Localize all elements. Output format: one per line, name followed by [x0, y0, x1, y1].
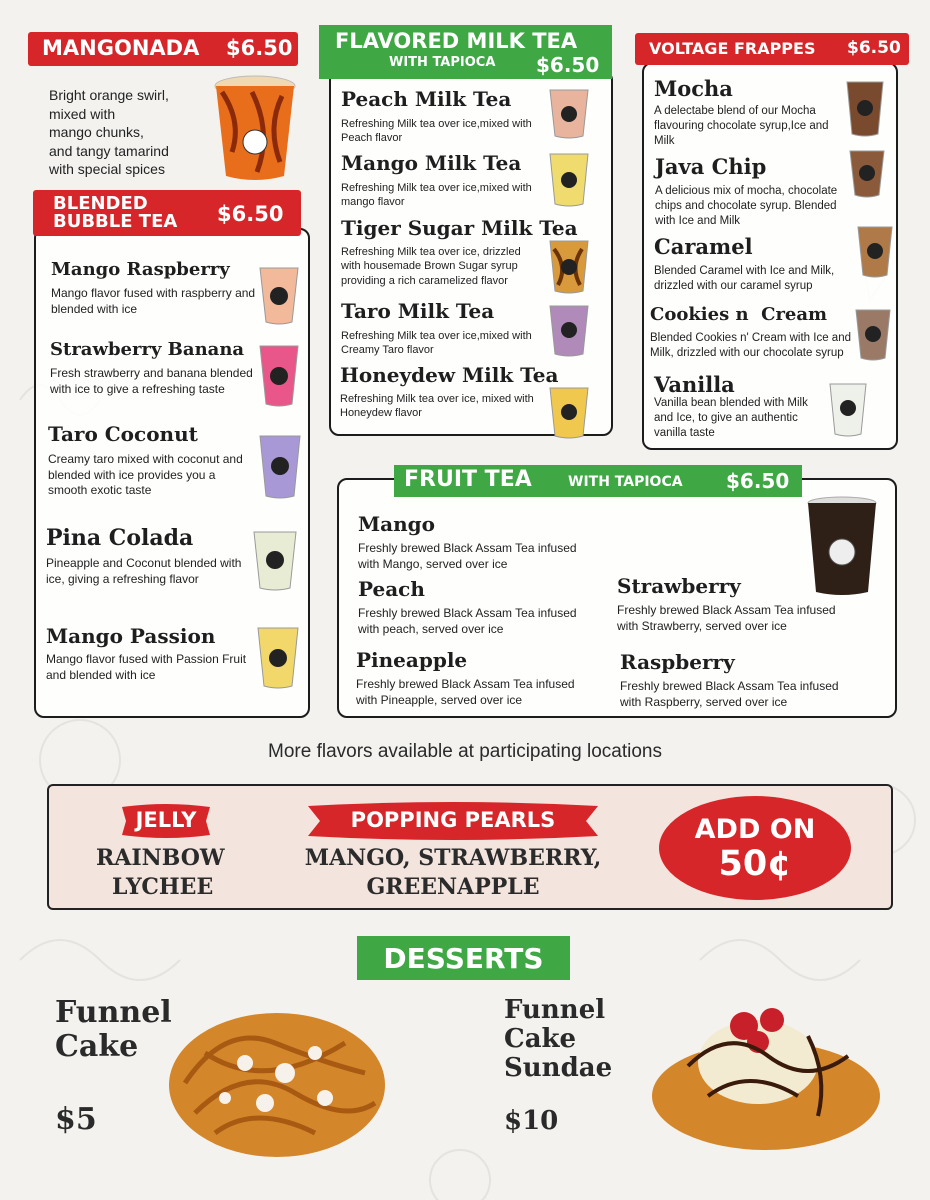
frappes-item-desc: A delicious mix of mocha, chocolate chips and chocolate syrup. Blended with Ice and Milk	[655, 185, 838, 227]
milk-tea-title: FLAVORED MILK TEA	[335, 29, 578, 53]
frappes-item-name: Mocha	[654, 76, 733, 101]
frappes-item-name: Cookies n Cream	[650, 304, 828, 325]
frappes-title: VOLTAGE FRAPPES	[649, 39, 816, 58]
funnel-cake-image	[165, 1003, 389, 1163]
milk-tea-price: $6.50	[536, 53, 600, 77]
milk-tea-item-desc: Refreshing Milk tea over ice, drizzled with housemade Brown Sugar syrup providing a rich caramelized flavor	[341, 246, 521, 287]
fruit-tea-item-name: Mango	[358, 512, 435, 536]
blended-item-name: Strawberry Banana	[50, 339, 245, 360]
milk-tea-item-name: Mango Milk Tea	[341, 151, 522, 175]
blended-item-desc: Mango flavor fused with raspberry and blended with ice	[51, 286, 256, 316]
milk-tea-item-desc: Refreshing Milk tea over ice,mixed with Peach flavor	[341, 118, 532, 145]
funnel-cake-name-line: Funnel	[55, 995, 172, 1030]
vanilla-cup-image	[828, 380, 868, 438]
fruit-tea-subtitle: WITH TAPIOCA	[568, 474, 683, 490]
fruit-tea-title: FRUIT TEA	[404, 467, 532, 492]
fruit-tea-item-name: Raspberry	[620, 650, 735, 674]
tiger-sugar-milk-tea-cup-image	[548, 237, 590, 295]
desserts-banner	[357, 936, 570, 980]
funnel-cake-sundae-name	[504, 996, 612, 1083]
taro-milk-tea-cup-image	[548, 302, 590, 358]
add-on-label: ADD ON	[694, 814, 816, 845]
frappes-price: $6.50	[847, 38, 901, 58]
taro-coconut-cup-image	[258, 432, 302, 500]
jelly-label: JELLY	[135, 808, 197, 832]
mangonada-desc-line: mango chunks,	[49, 124, 144, 140]
mangonada-cup-image	[212, 72, 298, 184]
funnel-cake-sundae-name-line: Cake	[504, 1024, 577, 1055]
blended-item-name: Mango Raspberry	[51, 259, 230, 280]
add-on-price-badge	[659, 796, 851, 900]
funnel-cake-price: $5	[55, 1102, 97, 1137]
desserts-title: DESSERTS	[383, 942, 544, 975]
mangonada-price: $6.50	[226, 36, 293, 60]
mangonada-desc-line: mixed with	[49, 105, 116, 122]
funnel-cake-sundae-name-line: Funnel	[504, 995, 606, 1025]
fruit-tea-item-name: Peach	[358, 577, 425, 601]
peach-milk-tea-cup-image	[548, 86, 590, 140]
fruit-tea-item-desc: Freshly brewed Black Assam Tea infused with peach, served over ice	[358, 606, 577, 636]
jelly-flavor-1: RAINBOW	[96, 845, 225, 871]
blended-title-line2: BUBBLE TEA	[53, 211, 178, 232]
fruit-tea-item-desc: Freshly brewed Black Assam Tea infused with Mango, served over ice	[358, 541, 577, 571]
milk-tea-item-name: Peach Milk Tea	[341, 87, 512, 111]
fruit-tea-item-name: Strawberry	[617, 574, 741, 598]
frappes-item-name: Java Chip	[655, 154, 767, 179]
blended-item-desc: Mango flavor fused with Passion Fruit and blended with ice	[46, 652, 247, 682]
funnel-cake-sundae-image	[648, 996, 884, 1154]
mangonada-desc-line: with special spices	[49, 161, 165, 177]
add-on-price: 50¢	[718, 844, 792, 884]
mocha-cup-image	[845, 78, 885, 138]
cookies-n-cream-cup-image	[854, 306, 892, 362]
mangonada-banner	[28, 32, 298, 66]
frappes-banner	[635, 33, 909, 65]
blended-item-desc: Creamy taro mixed with coconut and blended with ice provides you a smooth exotic taste	[48, 452, 243, 498]
blended-price: $6.50	[217, 202, 284, 226]
jelly-flavor-2: LYCHEE	[112, 874, 214, 900]
fruit-tea-item-name: Pineapple	[356, 648, 468, 672]
blended-item-name: Mango Passion	[46, 624, 216, 648]
frappes-item-desc: Blended Caramel with Ice and Milk, drizzled with our caramel syrup	[654, 265, 835, 292]
frappes-item-name: Vanilla	[654, 372, 735, 397]
mangonada-desc-line: Bright orange swirl,	[49, 87, 169, 103]
milk-tea-item-name: Taro Milk Tea	[341, 299, 495, 323]
fruit-tea-cup-image	[806, 496, 878, 598]
frappes-item-desc: Vanilla bean blended with Milk and Ice, to give an authentic vanilla taste	[654, 397, 808, 439]
milk-tea-item-desc: Refreshing Milk tea over ice,mixed with mango flavor	[341, 182, 532, 209]
blended-item-desc: Pineapple and Coconut blended with ice, giving a refreshing flavor	[46, 556, 242, 586]
mango-milk-tea-cup-image	[548, 150, 590, 208]
strawberry-banana-cup-image	[258, 342, 300, 408]
fruit-tea-banner	[394, 465, 802, 497]
milk-tea-item-desc: Refreshing Milk tea over ice,mixed with Creamy Taro flavor	[341, 330, 532, 357]
blended-item-name: Pina Colada	[46, 525, 194, 551]
java-chip-cup-image	[848, 147, 886, 199]
pina-colada-cup-image	[252, 528, 298, 592]
milk-tea-item-desc: Refreshing Milk tea over ice, mixed with Honeydew flavor	[340, 393, 534, 420]
mangonada-title: MANGONADA	[42, 36, 200, 60]
fruit-tea-item-desc: Freshly brewed Black Assam Tea infused with Raspberry, served over ice	[620, 679, 839, 709]
fruit-tea-price: $6.50	[726, 469, 790, 493]
funnel-cake-sundae-price: $10	[504, 1106, 559, 1136]
popping-pearls-flavors-2: GREENAPPLE	[366, 874, 540, 900]
mangonada-desc-line: and tangy tamarind	[49, 142, 169, 159]
frappes-item-name: Caramel	[654, 234, 753, 259]
fruit-tea-item-desc: Freshly brewed Black Assam Tea infused with Pineapple, served over ice	[356, 677, 575, 707]
milk-tea-item-name: Honeydew Milk Tea	[340, 363, 559, 387]
honeydew-milk-tea-cup-image	[548, 384, 590, 440]
blended-title-line1: BLENDED	[53, 193, 148, 214]
popping-pearls-flavors-1: MANGO, STRAWBERRY,	[304, 845, 602, 871]
milk-tea-banner	[319, 25, 612, 79]
mangonada-description	[49, 86, 169, 179]
mango-raspberry-cup-image	[258, 264, 300, 326]
milk-tea-item-name: Tiger Sugar Milk Tea	[341, 216, 578, 240]
availability-note: More flavors available at participating locations	[268, 741, 662, 762]
fruit-tea-item-desc: Freshly brewed Black Assam Tea infused with Strawberry, served over ice	[617, 603, 836, 633]
caramel-cup-image	[856, 223, 894, 279]
frappes-item-desc: A delectabe blend of our Mocha flavouring chocolate syrup,Ice and Milk	[654, 105, 829, 147]
blended-banner	[33, 190, 301, 236]
blended-item-name: Taro Coconut	[48, 422, 198, 446]
frappes-item-desc: Blended Cookies n' Cream with Ice and Milk, drizzled with our chocolate syrup	[650, 332, 851, 359]
milk-tea-subtitle: WITH TAPIOCA	[389, 55, 496, 70]
mango-passion-cup-image	[256, 624, 300, 690]
popping-pearls-label: POPPING PEARLS	[350, 808, 556, 832]
funnel-cake-name-line: Cake	[55, 1028, 139, 1064]
blended-item-desc: Fresh strawberry and banana blended with ice to give a refreshing taste	[50, 366, 253, 396]
funnel-cake-name	[55, 996, 172, 1063]
funnel-cake-sundae-name-line: Sundae	[504, 1053, 613, 1084]
